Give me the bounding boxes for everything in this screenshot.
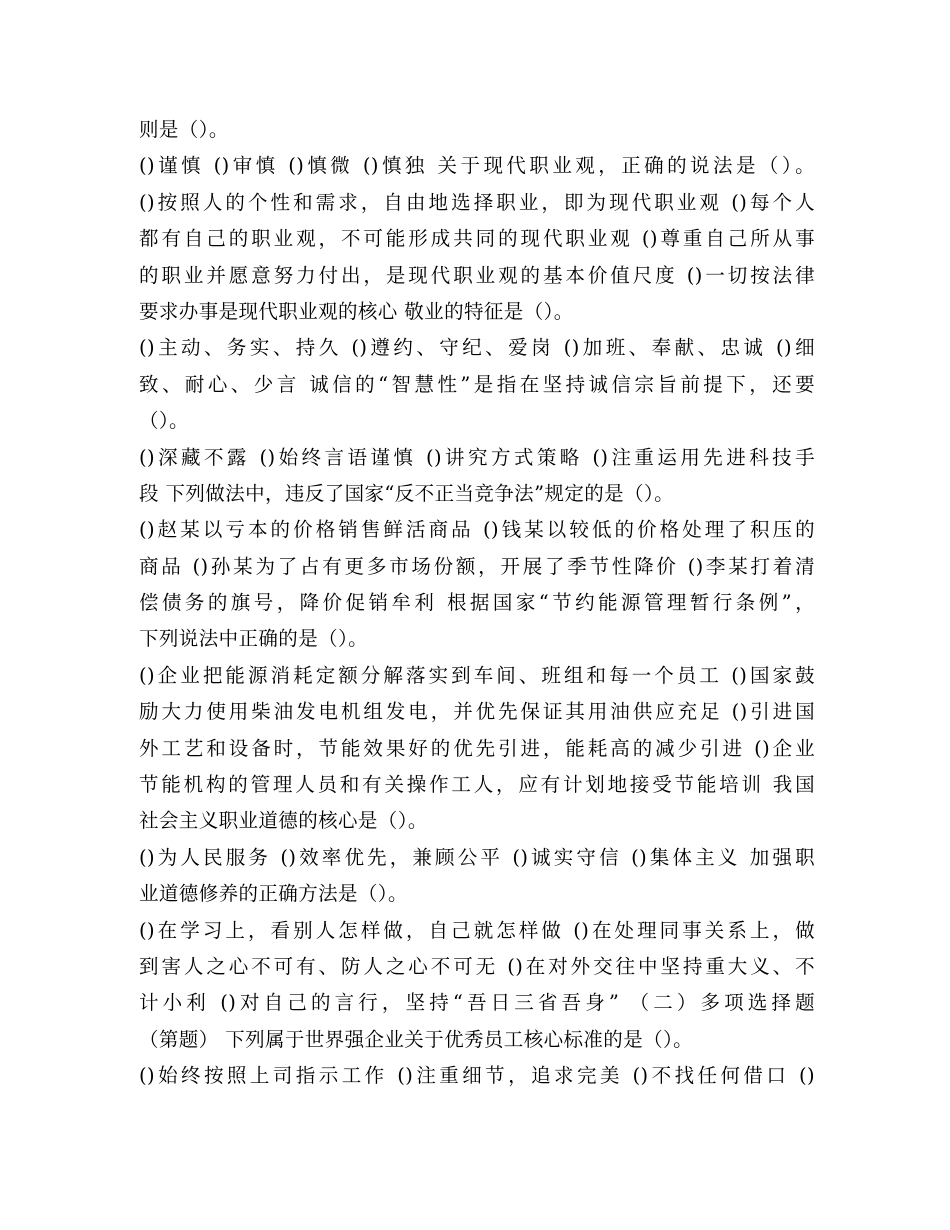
text-line: ()赵某以亏本的价格销售鲜活商品 ()钱某以较低的价格处理了积压的 bbox=[139, 518, 815, 542]
text-line: ()始终按照上司指示工作 ()注重细节，追求完美 ()不找任何借口 () bbox=[139, 1064, 815, 1088]
text-line: 偿债务的旗号，降价促销牟利 根据国家“节约能源管理暂行条例”， bbox=[139, 591, 815, 615]
text-line: 都有自己的职业观，不可能形成共同的现代职业观 ()尊重自己所从事 bbox=[139, 227, 815, 251]
text-line: ()主动、务实、持久 ()遵约、守纪、爱岗 ()加班、奉献、忠诚 ()细 bbox=[139, 336, 815, 360]
text-line: ()企业把能源消耗定额分解落实到车间、班组和每一个员工 ()国家鼓 bbox=[139, 663, 815, 687]
text-line: 商品 ()孙某为了占有更多市场份额，开展了季节性降价 ()李某打着清 bbox=[139, 554, 815, 578]
text-line: 社会主义职业道德的核心是（）。 bbox=[139, 809, 428, 833]
text-line: （）。 bbox=[139, 409, 189, 433]
text-line: 下列说法中正确的是（）。 bbox=[139, 627, 369, 651]
text-line: ()为人民服务 ()效率优先，兼顾公平 ()诚实守信 ()集体主义 加强职 bbox=[139, 845, 815, 869]
text-line: ()深藏不露 ()始终言语谨慎 ()讲究方式策略 ()注重运用先进科技手 bbox=[139, 445, 815, 469]
text-line: 业道德修养的正确方法是（）。 bbox=[139, 882, 408, 906]
text-line: ()按照人的个性和需求，自由地选择职业，即为现代职业观 ()每个人 bbox=[139, 190, 815, 214]
text-line: 要求办事是现代职业观的核心 敬业的特征是（）。 bbox=[139, 299, 574, 323]
text-line: 段 下列做法中，违反了国家“反不正当竞争法”规定的是（）。 bbox=[139, 481, 674, 505]
text-line: 到害人之心不可有、防人之心不可无 ()在对外交往中坚持重大义、不 bbox=[139, 954, 815, 978]
text-line: 节能机构的管理人员和有关操作工人，应有计划地接受节能培训 我国 bbox=[139, 773, 815, 797]
text-line: 的职业并愿意努力付出，是现代职业观的基本价值尺度 ()一切按法律 bbox=[139, 263, 815, 287]
text-line: 励大力使用柴油发电机组发电，并优先保证其用油供应充足 ()引进国 bbox=[139, 700, 815, 724]
text-line: ()谨慎 ()审慎 ()慎微 ()慎独 关于现代职业观，正确的说法是（）。 bbox=[139, 154, 815, 178]
text-line: 致、耐心、少言 诚信的“智慧性”是指在坚持诚信宗旨前提下，还要 bbox=[139, 372, 815, 396]
text-line: 则是（）。 bbox=[139, 118, 229, 141]
text-line: 外工艺和设备时，节能效果好的优先引进，能耗高的减少引进 ()企业 bbox=[139, 736, 815, 760]
text-line: ()在学习上，看别人怎样做，自己就怎样做 ()在处理同事关系上，做 bbox=[139, 918, 815, 942]
text-line: （第题） 下列属于世界强企业关于优秀员工核心标准的是（）。 bbox=[139, 1027, 694, 1051]
document-body bbox=[139, 112, 815, 1095]
text-line: 计小利 ()对自己的言行，坚持“吾日三省吾身” （二）多项选择题 bbox=[139, 991, 815, 1015]
